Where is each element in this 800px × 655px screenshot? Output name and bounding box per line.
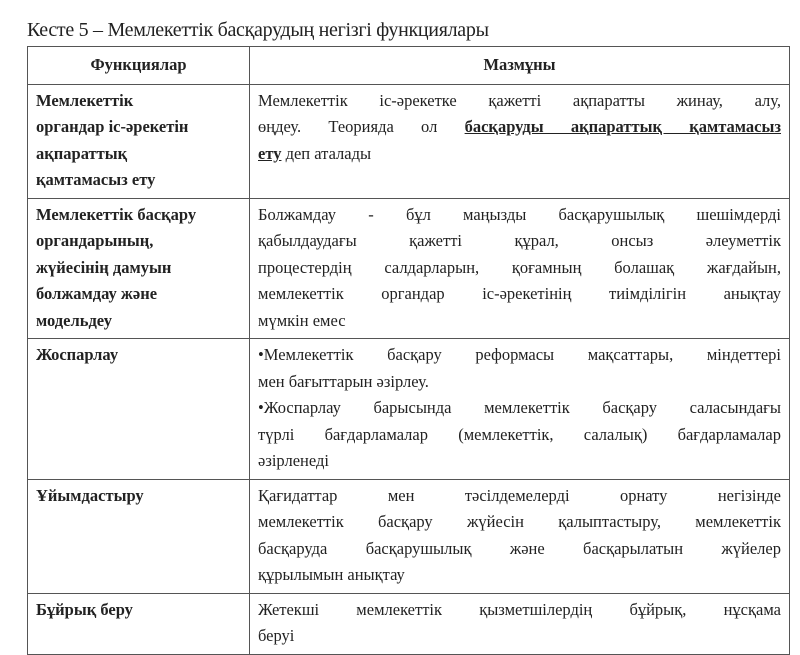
function-line: органдар іс-әрекетін xyxy=(36,117,189,136)
text-segment: мемлекеттік органдар іс-әрекетінің тиімділігін анықтау xyxy=(258,284,781,303)
text-segment: •Мемлекеттік басқару реформасы мақсаттары, міндеттері xyxy=(258,345,781,364)
table-caption: Кесте 5 – Мемлекеттік басқарудың негізгі функциялары xyxy=(27,19,489,41)
function-line: Бұйрық беру xyxy=(36,599,133,619)
function-line: ақпараттық xyxy=(36,143,128,163)
table-row xyxy=(28,339,790,480)
emphasized-term: басқаруды ақпараттық қамтамасыз xyxy=(464,117,782,136)
function-line: болжамдау және xyxy=(36,284,158,303)
function-line: Мемлекеттік басқару xyxy=(36,204,197,224)
function-cell xyxy=(28,479,250,593)
content-line xyxy=(258,536,781,563)
content-line xyxy=(258,369,781,396)
content-cell xyxy=(250,479,790,593)
header-content: Мазмұны xyxy=(250,47,790,85)
content-line xyxy=(258,88,781,115)
table-row xyxy=(28,593,790,654)
table-header-row xyxy=(28,47,790,85)
function-cell xyxy=(28,84,250,198)
function-cell xyxy=(28,593,250,654)
content-cell xyxy=(250,339,790,480)
content-line xyxy=(258,114,781,141)
content-line xyxy=(258,448,781,475)
content-line xyxy=(258,509,781,536)
text-segment: Қағидаттар мен тәсілдемелерді орнату негізінде xyxy=(258,485,781,505)
function-line: қамтамасыз ету xyxy=(36,170,156,189)
content-line xyxy=(258,422,781,449)
functions-table xyxy=(27,46,790,655)
text-segment: мен бағыттарын әзірлеу. xyxy=(258,371,429,391)
text-segment: құрылымын анықтау xyxy=(258,565,405,584)
emphasized-term: ету xyxy=(258,143,282,163)
content-line xyxy=(258,255,781,282)
text-segment: деп аталады xyxy=(281,143,372,163)
content-line xyxy=(258,281,781,308)
content-line xyxy=(258,395,781,422)
text-segment: •Жоспарлау барысында мемлекеттік басқару саласындағы xyxy=(258,398,781,417)
function-line: органдарының, xyxy=(36,231,154,250)
content-line xyxy=(258,623,781,650)
table-row xyxy=(28,198,790,339)
function-line: Жоспарлау xyxy=(36,345,119,364)
function-line: Мемлекеттік xyxy=(36,90,134,110)
header-functions: Функциялар xyxy=(28,47,250,85)
content-cell xyxy=(250,84,790,198)
text-segment: түрлі бағдарламалар (мемлекеттік, салалық) бағдарламалар xyxy=(258,424,781,444)
content-line xyxy=(258,342,781,369)
content-line xyxy=(258,202,781,229)
content-line xyxy=(258,597,781,624)
function-cell xyxy=(28,198,250,339)
text-segment: мүмкін емес xyxy=(258,310,346,330)
function-line: жүйесінің дамуын xyxy=(36,257,172,277)
text-segment: Жетекші мемлекеттік қызметшілердің бұйрық, нұсқама xyxy=(258,599,781,619)
content-cell xyxy=(250,198,790,339)
function-cell xyxy=(28,339,250,480)
content-cell xyxy=(250,593,790,654)
text-segment: әзірленеді xyxy=(258,451,329,470)
function-line: Ұйымдастыру xyxy=(36,485,144,505)
text-segment: мемлекеттік басқару жүйесін қалыптастыру, мемлекеттік xyxy=(258,512,781,531)
content-line xyxy=(258,141,781,168)
text-segment: Мемлекеттік іс-әрекетке қажетті ақпаратты жинау, алу, xyxy=(258,90,781,110)
text-segment: процестердің салдарларын, қоғамның болашақ жағдайын, xyxy=(258,257,781,277)
text-segment: беруі xyxy=(258,626,295,645)
text-segment: қабылдаудағы қажетті құрал, онсыз әлеуметтік xyxy=(258,231,781,250)
content-line xyxy=(258,483,781,510)
text-segment: Болжамдау - бұл маңызды басқарушылық шешімдерді xyxy=(258,204,781,224)
content-line xyxy=(258,308,781,335)
content-line xyxy=(258,228,781,255)
table-row xyxy=(28,479,790,593)
content-line xyxy=(258,562,781,589)
text-segment: басқаруда басқарушылық және басқарылатын жүйелер xyxy=(258,538,781,558)
table-row xyxy=(28,84,790,198)
text-segment: өңдеу. Теорияда ол xyxy=(258,117,465,136)
function-line: модельдеу xyxy=(36,310,112,330)
